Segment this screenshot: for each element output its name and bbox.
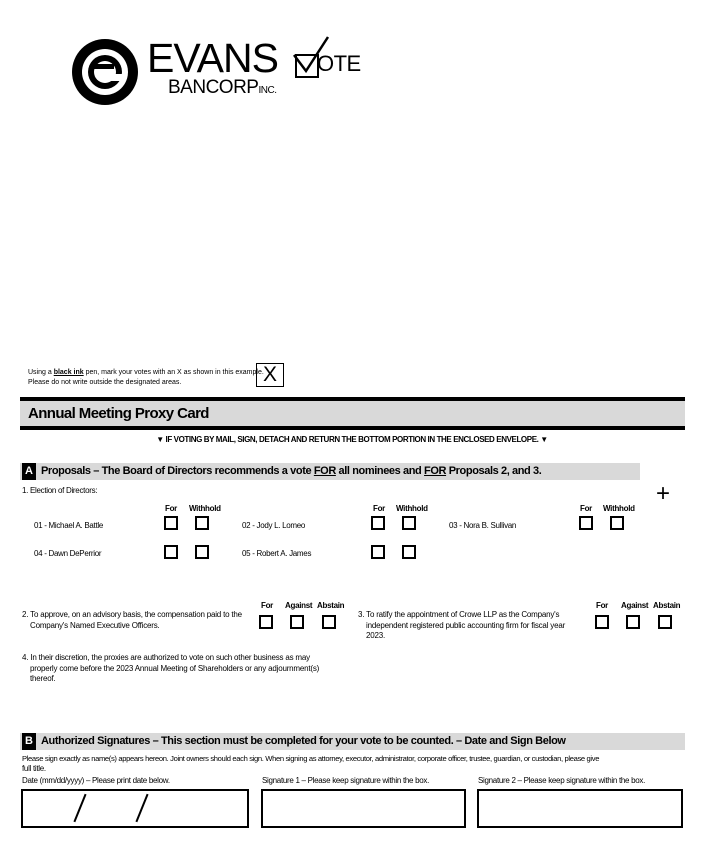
proposal-2-against-checkbox[interactable] — [290, 615, 304, 629]
proposal-4-text — [22, 653, 319, 685]
logo-inner-ring — [82, 49, 128, 95]
signing-instructions-line2: full title. — [22, 764, 46, 773]
nominee-03-withhold-checkbox[interactable] — [610, 516, 624, 530]
nominee-02-withhold-checkbox[interactable] — [402, 516, 416, 530]
company-subname — [168, 78, 276, 97]
title-part: all nominees and — [335, 465, 425, 477]
date-field[interactable] — [21, 789, 249, 828]
evans-logo-mark — [72, 39, 138, 105]
section-a-title — [41, 463, 541, 480]
nominee-01-withhold-checkbox[interactable] — [195, 516, 209, 530]
p3-col-for: For — [596, 601, 608, 610]
proposal-2-line1: 2. To approve, on an advisory basis, the compensation paid to the — [22, 610, 242, 619]
nominee-03: 03 - Nora B. Sullivan — [449, 521, 517, 530]
date-separator-slash — [73, 794, 86, 823]
nominee-02-for-checkbox[interactable] — [371, 516, 385, 530]
logo-e-crossbar — [92, 64, 114, 69]
proposal-2-for-checkbox[interactable] — [259, 615, 273, 629]
p2-col-against: Against — [285, 601, 313, 610]
nominee-04: 04 - Dawn DePerrior — [34, 549, 102, 558]
col-for: For — [373, 504, 385, 513]
proposal-2-text — [22, 610, 242, 631]
p2-col-for: For — [261, 601, 273, 610]
section-b-title: Authorized Signatures – This section must be completed for your vote to be counted. – Date and Sign Below — [41, 735, 566, 747]
col-withhold: Withhold — [189, 504, 221, 513]
proposal-4-line1: 4. In their discretion, the proxies are authorized to vote on such other business as may — [22, 653, 310, 662]
nominee-01-for-checkbox[interactable] — [164, 516, 178, 530]
signing-instructions-line1: Please sign exactly as name(s) appears hereon. Joint owners should each sign. When signing as attorney, executor, administrator, corporate officer, trustee, guardian, or custodian, please give — [22, 754, 600, 763]
nominee-05-for-checkbox[interactable] — [371, 545, 385, 559]
col-for: For — [165, 504, 177, 513]
registration-plus-mark: + — [656, 480, 671, 507]
signature-1-field[interactable] — [261, 789, 466, 828]
title-part: Proposals – The Board of Directors recommends a vote — [41, 465, 314, 477]
instr-line2: Please do not write outside the designated areas. — [28, 379, 182, 386]
col-withhold: Withhold — [396, 504, 428, 513]
nominee-02: 02 - Jody L. Lomeo — [242, 521, 306, 530]
marking-instructions — [28, 368, 264, 388]
proposal-2-line2: Company's Named Executive Officers. — [30, 620, 160, 630]
proposal-3-line3: 2023. — [366, 631, 386, 640]
nominee-01: 01 - Michael A. Battle — [34, 521, 103, 530]
card-title: Annual Meeting Proxy Card — [28, 405, 209, 422]
proposal-4-line2: properly come before the 2023 Annual Meeting of Shareholders or any adjournment(s) — [30, 663, 320, 673]
section-a-letter: A — [22, 463, 36, 480]
p2-col-abstain: Abstain — [317, 601, 345, 610]
header-rule-bottom — [20, 426, 685, 430]
instr-prefix: Using a — [28, 369, 54, 376]
title-for-2: FOR — [424, 465, 447, 477]
logo-e-glyph — [88, 55, 122, 89]
title-part: Proposals 2, and 3. — [446, 465, 542, 477]
proposal-3-abstain-checkbox[interactable] — [658, 615, 672, 629]
p3-col-against: Against — [621, 601, 649, 610]
col-withhold: Withhold — [603, 504, 635, 513]
signature-2-label: Signature 2 – Please keep signature within the box. — [478, 776, 646, 785]
date-label: Date (mm/dd/yyyy) – Please print date below. — [22, 776, 170, 785]
nominee-04-withhold-checkbox[interactable] — [195, 545, 209, 559]
detach-notice: ▼ IF VOTING BY MAIL, SIGN, DETACH AND RETURN THE BOTTOM PORTION IN THE ENCLOSED ENVELOPE. ▼ — [156, 435, 548, 444]
proposal-3-line2: independent registered public accounting firm for fiscal year — [366, 620, 566, 630]
nominee-04-for-checkbox[interactable] — [164, 545, 178, 559]
section-b-letter: B — [22, 733, 36, 750]
proposal-3-line1: 3. To ratify the appointment of Crowe LLP as the Company's — [358, 610, 560, 619]
proposal-3-for-checkbox[interactable] — [595, 615, 609, 629]
nominee-03-for-checkbox[interactable] — [579, 516, 593, 530]
proposal-4-line3: thereof. — [30, 674, 56, 683]
signature-1-label: Signature 1 – Please keep signature within the box. — [262, 776, 430, 785]
election-label: 1. Election of Directors: — [22, 486, 98, 495]
instr-suffix: pen, mark your votes with an X as shown in this example. — [83, 369, 264, 376]
example-mark-box: X — [256, 363, 284, 387]
proposal-3-text — [358, 610, 565, 642]
proposal-2-abstain-checkbox[interactable] — [322, 615, 336, 629]
company-sub: BANCORP — [168, 77, 259, 98]
proposal-3-against-checkbox[interactable] — [626, 615, 640, 629]
nominee-05: 05 - Robert A. James — [242, 549, 312, 558]
p3-col-abstain: Abstain — [653, 601, 681, 610]
date-separator-slash — [135, 794, 148, 823]
instr-emphasis: black ink — [53, 369, 84, 376]
company-suffix: INC. — [258, 85, 277, 96]
col-for: For — [580, 504, 592, 513]
vote-logo-text: OTE — [317, 51, 361, 76]
title-for-1: FOR — [313, 465, 336, 477]
logo-e-opening — [110, 74, 124, 81]
company-name: EVANS — [147, 35, 278, 81]
nominee-05-withhold-checkbox[interactable] — [402, 545, 416, 559]
signature-2-field[interactable] — [477, 789, 683, 828]
